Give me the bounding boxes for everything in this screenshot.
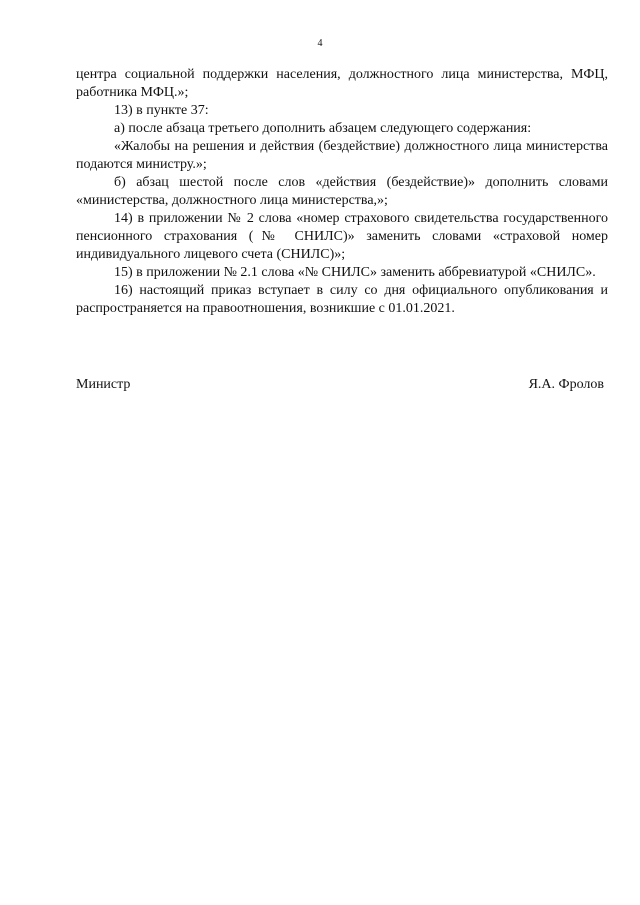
paragraph-item-15: 15) в приложении № 2.1 слова «№ СНИЛС» заменить аббревиатурой «СНИЛС». [114,265,596,280]
document-body [76,66,608,318]
paragraph-item-14: 14) в приложении № 2 слова «номер страхового свидетельства государственного пенсионного страхования (№ СНИЛС)» заменить словами «страховой номер индивидуального лицевого счета (СНИЛС)»; [76,211,608,262]
signature-block [76,376,604,394]
paragraph-continuation: центра социальной поддержки населения, должностного лица министерства, МФЦ, работника МФЦ.»; [76,67,608,100]
signatory-name: Я.А. Фролов [528,377,604,392]
paragraph-item-16: 16) настоящий приказ вступает в силу со дня официального опубликования и распространяется на правоотношения, возникшие с 01.01.2021. [76,283,608,316]
page-number: 4 [317,38,323,49]
paragraph-subitem-a: а) после абзаца третьего дополнить абзацем следующего содержания: [114,121,532,136]
paragraph-quote: «Жалобы на решения и действия (бездействие) должностного лица министерства подаются министру.»; [76,139,608,172]
signatory-position: Министр [76,377,131,392]
paragraph-item-13: 13) в пункте 37: [114,103,209,118]
paragraph-subitem-b: б) абзац шестой после слов «действия (бездействие)» дополнить словами «министерства, должностного лица министерства,»; [76,175,608,208]
